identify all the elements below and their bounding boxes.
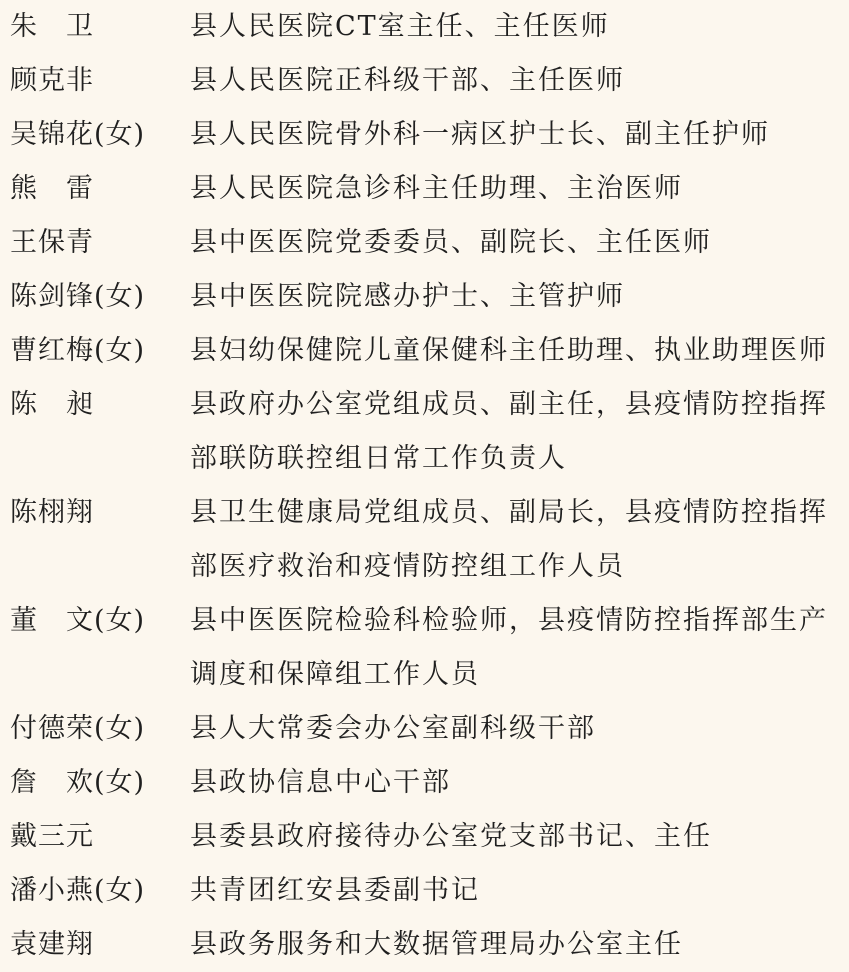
position-line: 县中医医院党委委员、副院长、主任医师	[190, 227, 712, 258]
position-line: 县委县政府接待办公室党支部书记、主任	[190, 821, 712, 852]
position-description	[190, 702, 849, 756]
position-line: 县政府办公室党组成员、副主任，县疫情防控指挥	[190, 389, 828, 420]
person-name: 陈剑锋(女)	[10, 281, 146, 312]
position-line: 县卫生健康局党组成员、副局长，县疫情防控指挥	[190, 497, 828, 528]
person-name: 付德荣(女)	[10, 713, 146, 744]
position-line: 县人民医院CT室主任、主任医师	[190, 11, 610, 42]
person-name: 戴三元	[10, 821, 94, 852]
position-line: 县妇幼保健院儿童保健科主任助理、执业助理医师	[190, 335, 828, 366]
position-line: 县人大常委会办公室副科级干部	[190, 713, 596, 744]
position-description	[190, 270, 849, 324]
person-name: 曹红梅(女)	[10, 335, 146, 366]
position-description	[190, 864, 849, 918]
person-name: 朱 卫	[10, 11, 94, 42]
list-item	[0, 324, 849, 378]
list-item	[0, 486, 849, 594]
list-item	[0, 864, 849, 918]
person-name: 董 文(女)	[10, 605, 146, 636]
position-description	[190, 216, 849, 270]
list-item	[0, 162, 849, 216]
position-line: 县中医医院检验科检验师，县疫情防控指挥部生产	[190, 605, 828, 636]
list-item	[0, 0, 849, 54]
person-name: 吴锦花(女)	[10, 119, 146, 150]
position-description	[190, 810, 849, 864]
person-name: 陈栩翔	[10, 497, 94, 528]
position-description	[190, 324, 849, 378]
person-name: 熊 雷	[10, 173, 94, 204]
list-item	[0, 918, 849, 972]
position-description	[190, 918, 849, 972]
list-item	[0, 810, 849, 864]
position-line: 县人民医院正科级干部、主任医师	[190, 65, 625, 96]
position-line: 部联防联控组日常工作负责人	[190, 443, 567, 474]
list-item	[0, 270, 849, 324]
list-item	[0, 594, 849, 702]
position-line: 县政务服务和大数据管理局办公室主任	[190, 929, 683, 960]
position-description	[190, 162, 849, 216]
list-item	[0, 378, 849, 486]
list-item	[0, 756, 849, 810]
position-description	[190, 0, 849, 54]
person-name: 顾克非	[10, 65, 94, 96]
list-item	[0, 108, 849, 162]
position-line: 部医疗救治和疫情防控组工作人员	[190, 551, 625, 582]
position-line: 县中医医院院感办护士、主管护师	[190, 281, 625, 312]
position-line: 共青团红安县委副书记	[190, 875, 480, 906]
position-line: 县人民医院急诊科主任助理、主治医师	[190, 173, 683, 204]
person-name: 潘小燕(女)	[10, 875, 146, 906]
person-name: 王保青	[10, 227, 94, 258]
list-item	[0, 702, 849, 756]
person-name: 詹 欢(女)	[10, 767, 146, 798]
list-item	[0, 54, 849, 108]
person-name: 陈 昶	[10, 389, 94, 420]
position-description	[190, 378, 849, 486]
position-line: 调度和保障组工作人员	[190, 659, 480, 690]
position-description	[190, 108, 849, 162]
position-description	[190, 594, 849, 702]
position-line: 县政协信息中心干部	[190, 767, 451, 798]
position-description	[190, 756, 849, 810]
position-description	[190, 54, 849, 108]
position-line: 县人民医院骨外科一病区护士长、副主任护师	[190, 119, 770, 150]
position-description	[190, 486, 849, 594]
person-name: 袁建翔	[10, 929, 94, 960]
list-item	[0, 216, 849, 270]
